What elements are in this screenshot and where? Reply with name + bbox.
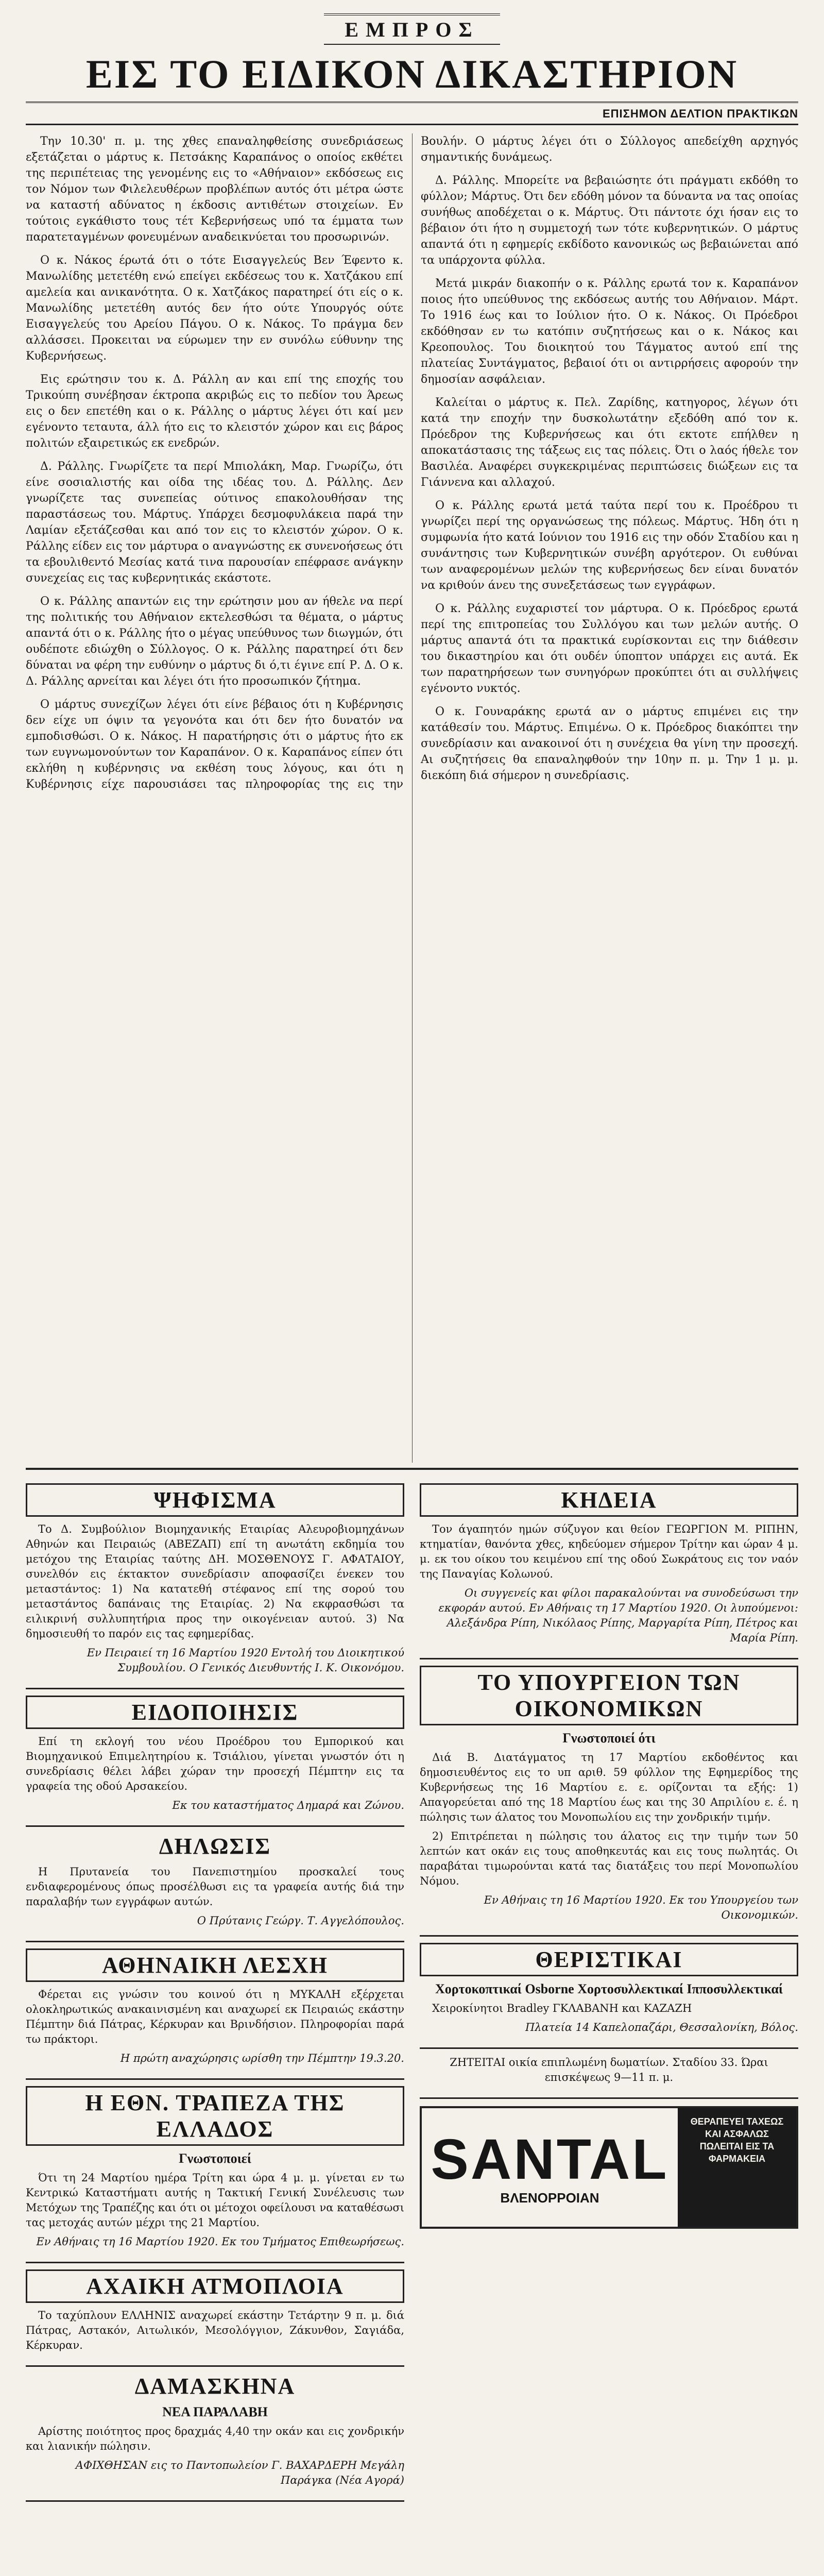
notice-text: Το ταχύπλουν ΕΛΛΗΝΙΣ αναχωρεί εκάστην Τετάρτην 9 π. μ. διά Πάτρας, Αστακόν, Αιτωλικόν, Μεσολόγγιον, Ζάκυνθον, Σαγιάδα, Κέρκυραν. [26, 2309, 404, 2351]
notice-text: Φέρεται εις γνώσιν του κοινού ότι η ΜΥΚΑΛΗ εξέρχεται ολοκληρωτικώς ανακαινισμένη και αναχωρεί εκ Πειραιώς εκάστην Πέμπτην διά Πάτρας, Κέρκυραν και Βρινδήσιον. Πληροφορίαι παρά τω πράκτορι. [26, 1988, 404, 2045]
notice-block [26, 1827, 404, 1942]
notice-block [26, 1477, 404, 1689]
notice-title: ΨΗΦΙΣΜΑ [26, 1483, 404, 1517]
notice-text: Πλατεία 14 Καπελοπαζάρι, Θεσσαλονίκη, Βόλος. [525, 2021, 798, 2033]
notice-block [420, 1937, 798, 2049]
santal-brand: SANTAL [431, 2127, 669, 2191]
article-paragraph: Δ. Ράλλης. Γνωρίζετε τα περί Μπιολάκη, Μαρ. Γνωρίζω, ότι είνε σοσιαλιστής και οίδα της ιδέας του. Δ. Ράλλης. Δεν γνωρίζετε τας συνεπείας ούτινος επακολουθήσαν της παραστάσεως του. Μάρτυς. Υπάρχει δεσμοφυλάκεια παρά την Λαμίαν εξετάζεσθαι και από τον εις το κλειστόν χώρον. Ο κ. Ράλλης είδεν εις τον μάρτυρα ο αναγνώστης εκ συνενοήσεως ότι τα εβουλιθεντό Μεσίας κατά τινα παρουσίαν επέφρασε ανάγκην συνεχείας εις τας κυβερνητικάς εκάστοτε. [26, 460, 403, 585]
notice-text: Τον άγαπητόν ημών σύζυγον και θείον ΓΕΩΡΓΙΟΝ Μ. ΡΙΠΗΝ, κτηματίαν, θανόντα χθες, κηδεύομεν σήμερον Τρίτην και ώραν 4 μ. μ. εκ του οίκου του κειμένου επί της οδού Σωκράτους εις τον ναόν της Παναγίας Κολωνού. [420, 1523, 798, 1580]
notice-title: ΔΑΜΑΣΚΗΝΑ [134, 2374, 296, 2399]
article-subhead: ΕΠΙΣΗΜΟΝ ΔΕΛΤΙΟΝ ΠΡΑΚΤΙΚΩΝ [26, 105, 798, 125]
article-paragraph: Ο μάρτυς συνεχίζων λέγει ότι είνε βέβαιος ότι η Κυβέρνησις δεν είχε υπ όψιν τα γεγονότα και ότι δεν ήτο δυνατόν να εμποδισθώσι. Ο κ. Νάκος. Η παρατήρησις ότι ο μάρτυς ήτο εκ των ευγνωμονούντων τον Καραπάνον. Ο κ. Καραπάνος είπεν ότι εκλήθη η κυβέρνησις να εκθέση τους λόγους, και ότι η Κυβέρνησις είχε παρουσιάσει τας πληροφορίας της εις την Βουλήν. Ο μάρτυς λέγει ότι ο Σύλλογος απεδείχθη αρχηγός σημαντικής δυνάμεως. [26, 135, 798, 791]
article-paragraph: Μετά μικράν διακοπήν ο κ. Ράλλης ερωτά τον κ. Καραπάνον ποιος ήτο υπεύθυνος της εκδόσεως αυτής του Αθήναιον. Μάρτ. Το 1916 έως και το Ιούλιον ήτο. Ο κ. Νάκος. Οι Πρόεδροι εκδόθησαν εν τω κατόπιν συζητήσεως και ο κ. Νάκος και Κρεοπουλος. Του διοικητού του Τάγματος αυτού επί της πλατείας Συντάγματος, βεβαιοί ότι οι αντιρρήσεις αφορούν την δημοσίαν ασφάλειαν. [421, 277, 798, 386]
notice-title: Η ΕΘΝ. ΤΡΑΠΕΖΑ ΤΗΣ ΕΛΛΑΔΟΣ [26, 2086, 404, 2146]
notice-title: ΚΗΔΕΙΑ [420, 1483, 798, 1517]
notice-text: ΖΗΤΕΙΤΑΙ οικία επιπλωμένη δωματίων. Σταδίου 33. Ώραι επισκέψεως 9—11 π. μ. [450, 2056, 768, 2083]
notice-subtitle: Χορτοκοπτικαί Osborne Χορτοσυλλεκτικαί Ιπποσυλλεκτικαί [435, 1981, 783, 1996]
article-paragraph: Την 10.30' π. μ. της χθες επαναληφθείσης συνεδριάσεως εξετάζεται ο μάρτυς κ. Πετσάκης Καραπάνος ο οποίος εκθέτει της περιπέτειας της γενομένης εις το «Αθήναιον» εκδόσεως εις τον Νόμον των Φιλελευθέρων προβλέπων αυτός ότι μέτρα ώστε να καταστή αδύνατος η έκδοσις αντιθέτων στοιχείων. Εν τούτοις εγκάθιστο τους τέτ Κεβερνήσεως υπό τα έμματα των παρατεταγμένων φονευμένων αναδεικνύεται του προσωρινών. [26, 135, 403, 244]
notice-text: Εν Πειραιεί τη 16 Μαρτίου 1920 Εντολή του Διοικητικού Συμβουλίου. Ο Γενικός Διευθυντής Ι. Κ. Οικονόμου. [87, 1647, 404, 1674]
notice-title: ΘΕΡΙΣΤΙΚΑΙ [420, 1943, 798, 1976]
notice-title: ΑΘΗΝΑΙΚΗ ΛΕΣΧΗ [26, 1948, 404, 1982]
notice-block [420, 2049, 798, 2099]
masthead [26, 10, 798, 125]
notice-block [26, 2080, 404, 2263]
notice-title: ΤΟ ΥΠΟΥΡΓΕΙΟΝ ΤΩΝ ΟΙΚΟΝΟΜΙΚΩΝ [420, 1666, 798, 1725]
santal-cure-label: ΒΛΕΝΟΡΡΟΙΑΝ [500, 2190, 599, 2206]
notices-right-list [420, 1477, 798, 2099]
article-paragraph: Ο κ. Νάκος έρωτά ότι ο τότε Εισαγγελεύς Βεν Έφεντο κ. Μανωλίδης μετετέθη ενώ επείγει εκδέσεως του κ. Χατζάκου επί αμελεία και ανικανότητα. Ο κ. Χατζάκος παρατηρεί ότι είς ο κ. Μανωλίδης μετετέθη αυτός δεν ήτο ούτε Υπουργός ούτε Εισαγγελεύς του Αρείου Πάγου. Ο κ. Νάκος. Το πράγμα δεν αλλάσσει. Προκειται να εύρωμεν την εν συνόλω εύθυνην της Κυβερνήσεως. [26, 254, 403, 363]
notice-text: Ότι τη 24 Μαρτίου ημέρα Τρίτη και ώρα 4 μ. μ. γίνεται εν τω Κεντρικώ Καταστήματι αυτής η Τακτική Γενική Συνέλευσις των Μετόχων της Τραπέζης και ότι οι μέτοχοι οφείλουσι να καταθέσωσι τας μετοχάς αυτών μέχρι της 21 Μαρτίου. [26, 2172, 404, 2229]
article-headline: ΕΙΣ ΤΟ ΕΙΔΙΚΟΝ ΔΙΚΑΣΤΗΡΙΟΝ [26, 51, 798, 103]
notice-text: Επί τη εκλογή του νέου Προέδρου του Εμπορικού και Βιομηχανικού Επιμελητηρίου κ. Τσιάλιου, γίνεται γνωστόν ότι η συνεδρίασις θέλει λάβει χώραν την προσεχή Πέμπτην εις τα γραφεία της οδού Αρσακείου. [26, 1735, 404, 1792]
santal-advertisement [420, 2106, 798, 2229]
notice-text: Εν Αθήναις τη 16 Μαρτίου 1920. Εκ του Τμήματος Επιθεωρήσεως. [36, 2235, 404, 2248]
notice-block [26, 1689, 404, 1827]
article-paragraph: Ο κ. Ράλλης ερωτά μετά ταύτα περί του κ. Προέδρου τι γνωρίζει περί της οργανώσεως της πόλεως. Μάρτυς. Ήδη ότι η συμφωνία ήτο κατά Ιούνιον του 1916 εις την οδόν Σταδίου και η συνάντησις των Κυβερνητικών συνέβη αργότερον. Οι ευθύναι των αναφερομένων μελών της κυβερνήσεως δεν είναι δυνατόν να κριθούν άνευ της συνεξετάσεως των εγγράφων. [421, 499, 798, 592]
notices-right-column [420, 1477, 798, 2576]
article-paragraph: Εις ερώτησιν του κ. Δ. Ράλλη αν και επί της εποχής του Τρικούπη συνέβησαν έκτροπα ακριβώς εις το πεδίον του Άρεως εις ο δεν επετέθη και ο κ. Ράλλης ο μάρτυς λέγει ότι καί μεν εγένοντο τεταυτα, άλλ ήτο εις το κλειστόν χώρον και εις βάρος πολιτών εξαιρετικώς εκ ενεδρών. [26, 373, 403, 450]
notice-text: Χειροκίνητοι Bradley ΓΚΛΑΒΑΝΗ και ΚΑΖΑΖΗ [432, 2002, 692, 2014]
notice-text: 2) Επιτρέπεται η πώλησις του άλατος εις την τιμήν των 50 λεπτών κατ οκάν εις τους αποθηκευτάς και εις τους πωλητάς. Οι παραβάται τιμωρούνται κατά τας διατάξεις του περί Μονοπωλίου Νόμου. [420, 1830, 798, 1887]
notice-text: Εν Αθήναις τη 16 Μαρτίου 1920. Εκ του Υπουργείου των Οικονομικών. [484, 1894, 798, 1921]
notice-text: Εκ του καταστήματος Δημαρά και Ζώνου. [172, 1799, 404, 1811]
notice-block [26, 1942, 404, 2080]
notices-section [26, 1477, 798, 2576]
notice-text: Η Πρυτανεία του Πανεπιστημίου προσκαλεί τους ενδιαφερομένους όπως προσέλθωσι εις τα γραφεία αυτής διά την παραλαβήν των εγγράφων αυτών. [26, 1866, 404, 1908]
notice-text: ΑΦΙΧΘΗΣΑΝ εις το Παντοπωλείον Γ. ΒΑΧΑΡΔΕΡΗ Μεγάλη Παράγκα (Νέα Αγορά) [75, 2459, 404, 2486]
article-paragraph: Καλείται ο μάρτυς κ. Πελ. Ζαρίδης, κατηγορος, λέγων ότι κατά την εποχήν την δυσκολωτάτην εξεδόθη από τον κ. Πρόεδρον της Κυβερνήσεως και ότι εκτοτε επήλθεν η αποκατάστασις της τάξεως εις τας πόλεις. Ότι ο λαός ήθελε τον Βασιλέα. Αναφέρει συγκεκριμένας περιπτώσεις διώξεων εις τα Γιάννενα και αλλαχού. [421, 396, 798, 489]
section-divider [26, 1468, 798, 1470]
notice-title: ΕΙΔΟΠΟΙΗΣΙΣ [26, 1696, 404, 1729]
santal-badge: ΘΕΡΑΠΕΥΕΙ ΤΑΧΕΩΣ ΚΑΙ ΑΣΦΑΛΩΣ ΠΩΛΕΙΤΑΙ ΕΙΣ ΤΑ ΦΑΡΜΑΚΕΙΑ [678, 2108, 796, 2227]
santal-brand-block [422, 2129, 678, 2206]
notice-text: Οι συγγενείς και φίλοι παρακαλούνται να συνοδεύσωσι την εκφοράν αυτού. Εν Αθήναις τη 17 Μαρτίου 1920. Οι λυπούμενοι: Αλεξάνδρα Ρίπη, Νικόλαος Ρίπης, Μαργαρίτα Ρίπη, Πέτρος και Μαρία Ρίπη. [438, 1587, 798, 1644]
notice-text: Διά Β. Διατάγματος τη 17 Μαρτίου εκδοθέντος και δημοσιευθέντος εις το υπ αριθ. 59 φύλλον της Εφημερίδος της Κυβερνήσεως της 16 Μαρτίου ε. ε. ορίζονται τα εξής: 1) Απαγορεύεται από της 18 Μαρτίου έως και της 30 Απριλίου ε. έ. η πώλησις των άλατος του Μονοπωλίου εις την χονδρικήν τιμήν. [420, 1751, 798, 1823]
notices-left-column [26, 1477, 404, 2576]
notice-title: ΑΧΑΙΚΗ ΑΤΜΟΠΛΟΙΑ [26, 2269, 404, 2303]
newspaper-page [26, 10, 798, 2576]
notice-subtitle: Γνωστοποιεί ότι [562, 1731, 656, 1745]
notice-title: ΔΗΛΩΣΙΣ [159, 1834, 271, 1859]
notice-text: Η πρώτη αναχώρησις ωρίσθη την Πέμπτην 19.3.20. [120, 2052, 404, 2064]
article-paragraph: Δ. Ράλλης. Μπορείτε να βεβαιώσητε ότι πράγματι εκδόθη το φύλλον; Μάρτυς. Ότι δεν εδόθη μόνον τα δύναντα να τας οποίας συνήθως αποδέχεται ο κ. Μάρτυς. Ότι πάντοτε όχι ήσαν εις το βέβαιον ότι ήτο η συμμετοχή των τότε κυβερνητικών. Ο μάρτυς απαντά ότι η εφημερίς εκδίδοτο κανονικώς ως βεβαιώνεται από τα υπάρχοντα φύλλα. [421, 174, 798, 267]
article-paragraph: Ο κ. Ράλλης ευχαριστεί τον μάρτυρα. Ο κ. Πρόεδρος ερωτά περί της επιτροπείας του Συλλόγου και των μελών αυτής. Ο μάρτυς απαντά ότι τα πρακτικά ευρίσκονται εις την διάθεσιν του δικαστηρίου και ότι ουδέν ύποπτον υπάρχει εις αυτά. Εκ των παρατηρήσεων των συνηγόρων προκύπτει ότι αι συλλήψεις εγένοντο νυκτός. [421, 602, 798, 695]
notice-text: Αρίστης ποιότητος προς δραχμάς 4,40 την οκάν και εις χονδρικήν και λιανικήν πώλησιν. [26, 2425, 404, 2452]
article-paragraph: Ο κ. Ράλλης απαντών εις την ερώτησιν μου αν ήθελε να περί της πολιτικής του Αθήναιον εκτελεσθώσι τα θέματα, ο μάρτυς απαντά ότι ο κ. Ράλλης ήτο ο μέγας υπεύθυνος των διωγμών, ότι ουδέποτε εδιώχθη ο Σύλλογος. Ο κ. Ράλλης παρατηρεί ότι δεν δύναται να φέρη την ευθύνην ο μάρτυς δι ό,τι έγινε επί Ρ. Δ. Ο κ. Δ. Ράλλης αρνείται και λέγει ότι ήτο προσωπικόν ζήτημα. [26, 595, 403, 688]
notice-block [26, 2367, 404, 2502]
notice-subtitle: ΝΕΑ ΠΑΡΑΛΑΒΗ [162, 2404, 268, 2419]
notice-text: Το Δ. Συμβούλιον Βιομηχανικής Εταιρίας Αλευροβιομηχάνων Αθηνών και Πειραιώς (ΑΒΕΖΑΠ) επί τη ανωτάτη εκδημία του μετόχου της Εταιρίας ταύτης ΔΗ. ΜΟΣΘΕΝΟΥΣ Γ. ΑΦΑΤΑΙΟΥ, συνελθόν εις έκτακτον συνεδρίασιν αποφασίζει ένεκεν του μεταστάντος: 1) Να κατατεθή στέφανος επί της σορού του μεταστάντος δαπάναις της Εταιρίας. 2) Να εκφρασθώσι τα ειλικρινή συλλυπητήρια προς την οικογένειαν αυτού. 3) Να δημοσιευθή το παρόν εις τας εφημερίδας. [26, 1523, 404, 1640]
notice-block [420, 1659, 798, 1937]
notice-text: Ο Πρύτανις Γεώργ. Τ. Αγγελόπουλος. [197, 1914, 404, 1927]
notice-subtitle: Γνωστοποιεί [179, 2151, 251, 2166]
masthead-title: ΕΜΠΡΟΣ [324, 13, 500, 45]
notice-block [26, 2263, 404, 2367]
article-paragraph: Ο κ. Γουναράκης ερωτά αν ο μάρτυς επιμένει εις την κατάθεσίν του. Μάρτυς. Επιμένω. Ο κ. Πρόεδρος διακόπτει την συνεδρίασιν και ανακοινοί ότι η συνέχεια θα γίνη την προσεχή. Αι συζητήσεις θα επαναληφθούν την 10ην π. μ. Την 1 μ. μ. διεκόπη διά σήμερον η συνεδρίασις. [421, 705, 798, 782]
article-body [26, 133, 798, 1463]
notice-block [420, 1477, 798, 1659]
